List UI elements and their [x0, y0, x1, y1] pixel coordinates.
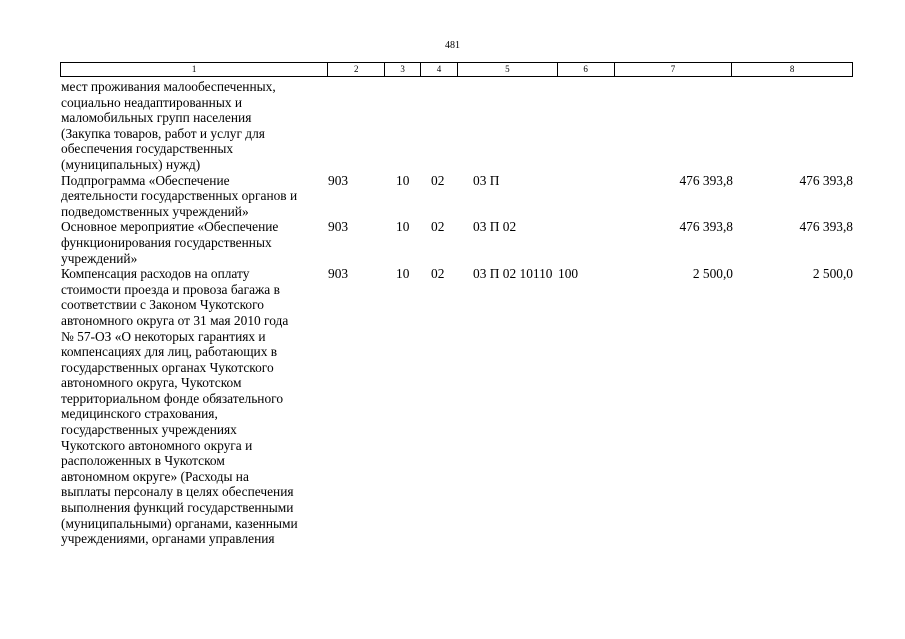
row-name-line: Чукотского автономного округа и	[61, 437, 253, 453]
row-name-line: учреждениями, органами управления	[61, 531, 275, 547]
row-expense-type	[558, 173, 615, 220]
row-section-code: 10	[396, 266, 410, 282]
row-name-line: учреждений»	[61, 250, 138, 266]
row-subsection-code: 02	[431, 266, 445, 282]
row-name-line: функционирования государственных	[61, 234, 272, 250]
row-name-line: Основное мероприятие «Обеспечение	[61, 219, 279, 235]
row-amount-2	[733, 79, 853, 173]
row-name-line: государственных учреждениях	[61, 422, 237, 438]
header-col-4: 4	[421, 63, 458, 76]
row-name-line: медицинского страхования,	[61, 406, 218, 422]
row-name-line: обеспечения государственных	[61, 141, 234, 157]
row-amount-1: 476 393,8	[679, 219, 733, 235]
row-name-line: расположенных в Чукотском	[61, 453, 225, 469]
row-name-line: автономного округа от 31 мая 2010 года	[61, 312, 289, 328]
row-name-line: территориальном фонде обязательного	[61, 390, 284, 406]
row-name-cell	[60, 266, 328, 547]
row-ministry-code: 903	[328, 172, 349, 188]
row-name-line: (муниципальными) органами, казенными	[61, 515, 298, 531]
row-name-line: соответствии с Законом Чукотского	[61, 297, 264, 313]
row-name-line: стоимости проезда и провоза багажа в	[61, 281, 280, 297]
row-name-line: № 57-ОЗ «О некоторых гарантиях и	[61, 328, 266, 344]
row-name-line: выплаты персоналу в целях обеспечения	[61, 484, 294, 500]
row-name-line: компенсациях для лиц, работающих в	[61, 344, 278, 360]
table-row	[60, 79, 853, 173]
row-name-line: выполнения функций государственными	[61, 500, 294, 516]
row-name-cell	[60, 173, 328, 220]
table-row	[60, 173, 853, 220]
header-col-2: 2	[328, 63, 385, 76]
row-target-code: 03 П	[473, 172, 500, 188]
row-ministry-code	[328, 79, 385, 173]
header-col-6: 6	[558, 63, 615, 76]
row-name-line: автономном округе» (Расходы на	[61, 468, 249, 484]
row-amount-1: 476 393,8	[679, 172, 733, 188]
row-name-line: государственных органах Чукотского	[61, 359, 274, 375]
row-name-line: Подпрограмма «Обеспечение	[61, 172, 230, 188]
row-target-code: 03 П 02	[473, 219, 517, 235]
row-name-line: (муниципальных) нужд)	[61, 156, 201, 172]
row-subsection-code: 02	[431, 172, 445, 188]
row-amount-2: 476 393,8	[799, 219, 853, 235]
table-header	[60, 62, 853, 77]
row-amount-1	[615, 79, 733, 173]
row-name-cell	[60, 219, 328, 266]
row-name-line: мест проживания малообеспеченных,	[61, 79, 276, 94]
row-name-line: маломобильных групп населения	[61, 110, 252, 126]
row-ministry-code: 903	[328, 266, 349, 282]
row-name-line: деятельности государственных органов и	[61, 188, 298, 204]
row-target-code	[458, 79, 558, 173]
row-subsection-code	[421, 79, 458, 173]
header-col-7: 7	[615, 63, 733, 76]
row-expense-type	[558, 79, 615, 173]
row-expense-type: 100	[558, 266, 579, 282]
row-name-line: автономного округа, Чукотском	[61, 375, 242, 391]
header-col-5: 5	[458, 63, 558, 76]
header-col-3: 3	[385, 63, 421, 76]
row-section-code: 10	[396, 172, 410, 188]
header-col-1: 1	[61, 63, 328, 76]
row-expense-type	[558, 219, 615, 266]
page-number: 481	[445, 40, 460, 51]
row-amount-2: 476 393,8	[799, 172, 853, 188]
row-name-line: подведомственных учреждений»	[61, 203, 249, 219]
row-name-cell	[60, 79, 328, 173]
row-section-code	[385, 79, 421, 173]
row-ministry-code: 903	[328, 219, 349, 235]
header-col-8: 8	[789, 64, 795, 74]
row-name-line: (Закупка товаров, работ и услуг для	[61, 125, 265, 141]
row-section-code: 10	[396, 219, 410, 235]
row-amount-2: 2 500,0	[812, 266, 853, 282]
row-amount-1: 2 500,0	[692, 266, 733, 282]
table-row	[60, 266, 853, 547]
table-row	[60, 219, 853, 266]
table-body	[60, 79, 853, 547]
row-name-line: социально неадаптированных и	[61, 94, 243, 110]
row-subsection-code: 02	[431, 219, 445, 235]
row-name-line: Компенсация расходов на оплату	[61, 266, 250, 282]
row-target-code: 03 П 02 10110	[473, 266, 553, 282]
